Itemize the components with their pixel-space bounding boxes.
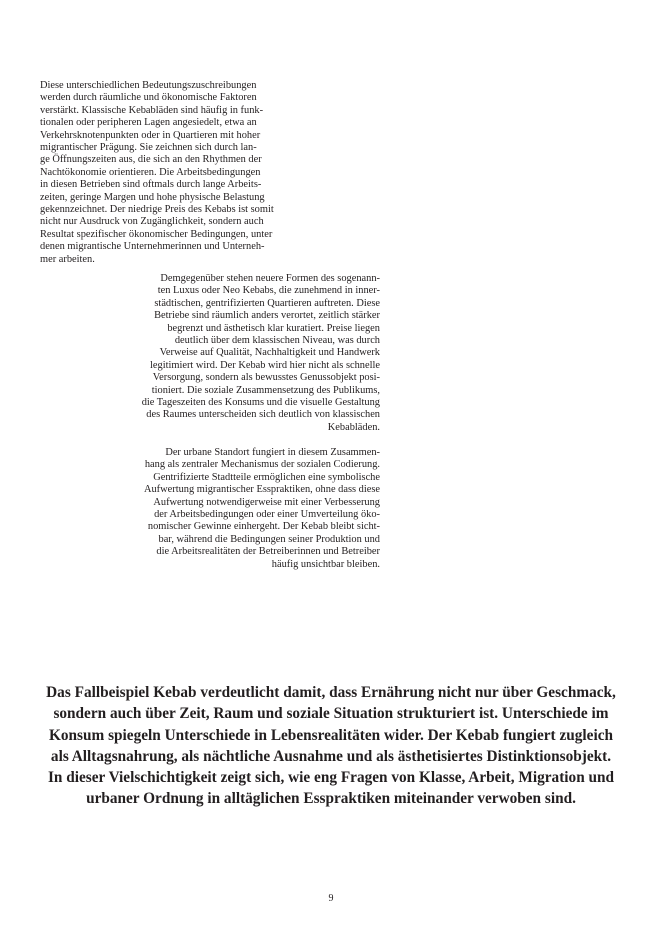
- text-line: deutlich über dem klassischen Niveau, was durch: [174, 335, 380, 347]
- text-line: begrenzt und ästhetisch klar kuratiert. Preise liegen: [167, 322, 380, 334]
- text-line: werden durch räumliche und ökonomische Faktoren: [40, 92, 257, 104]
- text-line: Resultat spezifischer ökonomischer Bedingungen, unter: [40, 228, 273, 240]
- text-line: legitimiert wird. Der Kebab wird hier nicht als schnelle: [150, 359, 380, 371]
- text-line: die Tageszeiten des Konsums und die visuelle Gestaltung: [141, 397, 380, 409]
- conclusion-line: sondern auch über Zeit, Raum und soziale Situation strukturiert ist. Unterschiede im: [53, 705, 609, 723]
- text-line: mer arbeiten.: [40, 253, 95, 265]
- text-line: verstärkt. Klassische Kebabläden sind häufig in funk-: [40, 104, 264, 116]
- conclusion-line: Konsum spiegeln Unterschiede in Lebensrealitäten wider. Der Kebab fungiert zugleich: [49, 726, 613, 744]
- text-line: hang als zentraler Mechanismus der sozialen Codierung.: [144, 459, 380, 471]
- text-line: ge Öffnungszeiten aus, die sich an den Rhythmen der: [40, 154, 262, 166]
- text-line: häufig unsichtbar bleiben.: [271, 558, 380, 570]
- paragraph-urban-location: [96, 447, 380, 571]
- text-line: Verkehrsknotenpunkten oder in Quartieren mit hoher: [40, 129, 261, 141]
- text-line: migrantischer Prägung. Sie zeichnen sich durch lan-: [40, 142, 257, 154]
- text-line: des Raumes unterscheiden sich deutlich von klassischen: [146, 409, 380, 421]
- text-line: zeiten, geringe Margen und hohe physische Belastung: [40, 191, 265, 203]
- text-line: Diese unterschiedlichen Bedeutungszuschreibungen: [40, 80, 257, 91]
- text-line: Gentrifizierte Stadtteile ermöglichen eine symbolische: [153, 471, 380, 483]
- text-line: städtischen, gentrifizierten Quartieren auftreten. Diese: [154, 297, 380, 309]
- paragraph-space-economy: [40, 80, 300, 266]
- conclusion-line: In dieser Vielschichtigkeit zeigt sich, wie eng Fragen von Klasse, Arbeit, Migration und: [47, 769, 615, 787]
- text-line: nomischer Gewinne einhergeht. Der Kebab bleibt sicht-: [147, 521, 380, 533]
- text-line: denen migrantische Unternehmerinnen und Unterneh-: [40, 241, 265, 253]
- text-line: Aufwertung migrantischer Esspraktiken, ohne dass diese: [143, 484, 380, 496]
- text-line: Betriebe sind räumlich anders verortet, zeitlich stärker: [154, 310, 380, 322]
- text-line: der Arbeitsbedingungen oder einer Umverteilung öko-: [154, 509, 380, 521]
- text-line: Kebabläden.: [327, 421, 380, 433]
- page-number: 9: [328, 893, 334, 904]
- text-line: Nachtökonomie orientieren. Die Arbeitsbedingungen: [40, 166, 261, 178]
- text-line: ten Luxus oder Neo Kebabs, die zunehmend in inner-: [157, 285, 380, 297]
- text-line: in diesen Betrieben sind oftmals durch lange Arbeits-: [40, 179, 262, 191]
- conclusion-paragraph: [40, 682, 622, 810]
- text-line: tionalen oder peripheren Lagen angesiedelt, etwa an: [40, 117, 257, 129]
- conclusion-line: urbaner Ordnung in alltäglichen Esspraktiken miteinander verwoben sind.: [86, 790, 576, 808]
- text-line: Aufwertung notwendigerweise mit einer Verbesserung: [153, 496, 380, 508]
- conclusion-line: Das Fallbeispiel Kebab verdeutlicht damit, dass Ernährung nicht nur über Geschmack,: [46, 684, 616, 701]
- text-line: tioniert. Die soziale Zusammensetzung des Publikums,: [151, 384, 380, 396]
- text-line: Verweise auf Qualität, Nachhaltigkeit und Handwerk: [159, 347, 380, 359]
- text-line: Demgegenüber stehen neuere Formen des sogenann-: [160, 273, 380, 284]
- text-line: nicht nur Ausdruck von Zugänglichkeit, sondern auch: [40, 216, 264, 228]
- text-line: bar, während die Bedingungen seiner Produktion und: [158, 533, 380, 545]
- text-line: gekennzeichnet. Der niedrige Preis des Kebabs ist somit: [40, 204, 274, 216]
- text-line: Der urbane Standort fungiert in diesem Zusammen-: [165, 447, 380, 458]
- paragraph-neo-kebab: [96, 273, 380, 434]
- text-line: Versorgung, sondern als bewusstes Genussobjekt posi-: [152, 372, 380, 384]
- conclusion-line: als Alltagsnahrung, als nächtliche Ausnahme und als ästhetisiertes Distinktionsobjekt.: [50, 747, 612, 765]
- text-line: die Arbeitsrealitäten der Betreiberinnen und Betreiber: [156, 546, 380, 558]
